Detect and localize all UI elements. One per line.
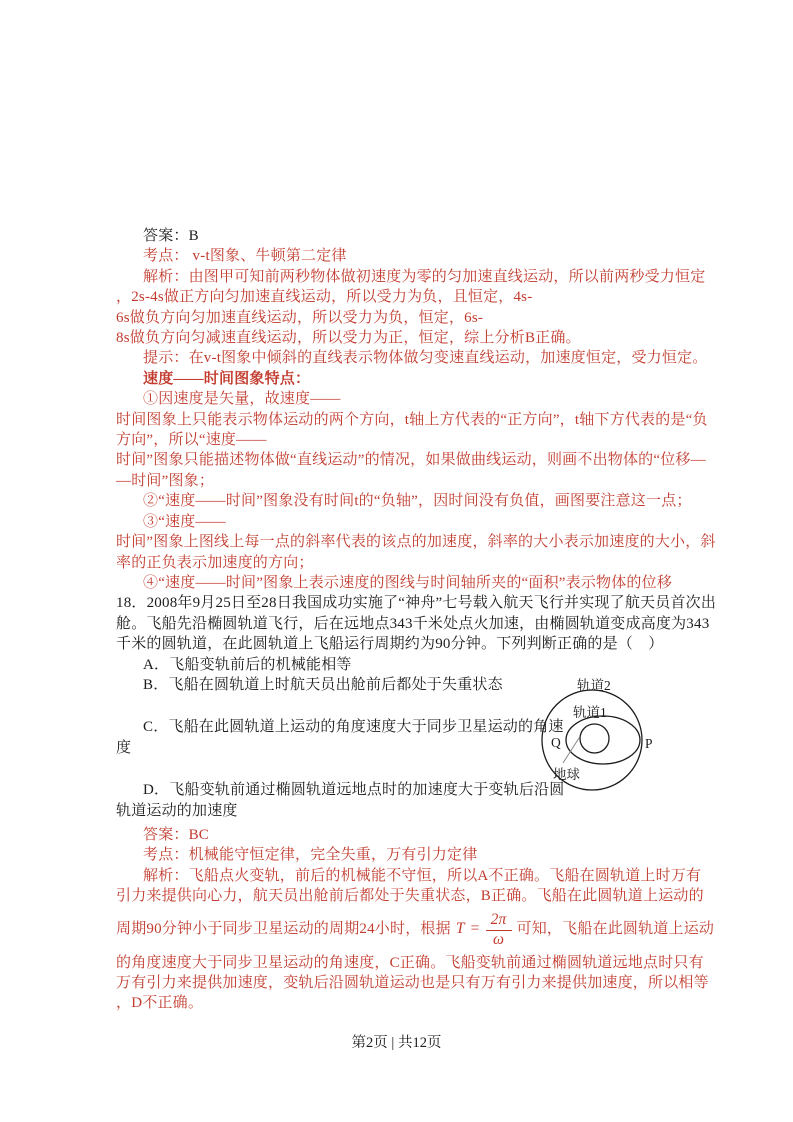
q17-feature-line: ④“速度——时间”图象上表示速度的图线与时间轴所夹的“面积”表示物体的位移 <box>143 574 673 591</box>
point-q-label: Q <box>551 735 561 750</box>
period-formula <box>456 911 512 948</box>
q17-feature-line: —时间”图象； <box>116 472 215 489</box>
q17-feature-line: 率的正负表示加速度的方向； <box>116 554 314 571</box>
q18-option-c-cont: 度 <box>116 739 132 756</box>
orbit-diagram <box>531 664 701 804</box>
orbit2-label: 轨道2 <box>577 678 611 693</box>
q18-option-d-cont: 轨道运动的加速度 <box>116 802 238 819</box>
earth-circle <box>580 724 609 753</box>
q18-stem-line: 18．2008年9月25日至28日我国成功实施了“神舟”七号载入航天飞行并实现了航天员首次出 <box>116 595 717 612</box>
q17-feature-line: ①因速度是矢量，故速度—— <box>143 391 341 408</box>
q17-feature-line: 时间”图象上图线上每一点的斜率代表的该点的加速度，斜率的大小表示加速度的大小，斜 <box>116 534 716 551</box>
formula-fraction <box>486 911 512 948</box>
earth-leader-line <box>563 738 579 763</box>
q17-analysis-line: 8s做负方向匀减速直线运动，所以受力为正，恒定，综上分析B正确。 <box>116 330 581 347</box>
q17-keypoints-line: 考点： v-t图象、牛顿第二定律 <box>143 248 347 265</box>
q17-feature-line: 方向”，所以“速度—— <box>116 432 267 449</box>
q18-analysis-line: ，D不正确。 <box>116 995 204 1012</box>
q17-answer-line: 答案：B <box>143 228 199 244</box>
q18-answer-line: 答案：BC <box>143 826 210 843</box>
q18-analysis-formula-line <box>116 907 715 953</box>
formula-denominator: ω <box>492 930 505 948</box>
q18-option-c: C．飞船在此圆轨道上运动的角度速度大于同步卫星运动的角速 <box>143 719 564 736</box>
q18-analysis-line: 引力来提供向心力，航天员出舱前后都处于失重状态，B正确。飞船在此圆轨道上运动的 <box>116 888 704 905</box>
formula-numerator: 2π <box>486 911 512 930</box>
q17-feature-line: 时间”图象只能描述物体做“直线运动”的情况，如果做曲线运动，则画不出物体的“位移— <box>116 452 706 469</box>
page-footer: 第2页 | 共12页 <box>351 1035 442 1051</box>
earth-label: 地球 <box>553 767 580 782</box>
orbit1-label: 轨道1 <box>573 705 607 720</box>
q17-feature-title: 速度——时间图象特点： <box>143 370 311 387</box>
q18-option-d: D．飞船变轨前通过椭圆轨道远地点时的加速度大于变轨后沿圆 <box>143 782 565 799</box>
q17-feature-line: 时间图象上只能表示物体运动的两个方向，t轴上方代表的“正方向”，t轴下方代表的是“负 <box>116 411 708 428</box>
document-content <box>116 226 717 1014</box>
q18-option-a: A．飞船变轨前后的机械能相等 <box>143 656 352 673</box>
q17-feature-line: ②“速度——时间”图象没有时间t的“负轴”，因时间没有负值，画图要注意这一点； <box>143 493 692 510</box>
formula-equals: = <box>470 920 480 938</box>
formula-text-after: 可知，飞船在此圆轨道上运动 <box>516 921 715 938</box>
q18-keypoints-line: 考点：机械能守恒定律，完全失重，万有引力定律 <box>143 847 478 864</box>
q17-analysis-line: 6s做负方向匀加速直线运动，所以受力为负，恒定，6s- <box>116 309 484 326</box>
formula-lhs: T <box>455 920 465 938</box>
q17-analysis-line: 解析：由图甲可知前两秒物体做初速度为零的匀加速直线运动，所以前两秒受力恒定 <box>143 268 706 285</box>
q17-feature-line: ③“速度—— <box>143 513 226 530</box>
q18-analysis-line: 解析：飞船点火变轨，前后的机械能不守恒，所以A不正确。飞船在圆轨道上时万有 <box>143 867 702 884</box>
q18-stem-line: 千米的圆轨道，在此圆轨道上飞船运行周期约为90分钟。下列判断正确的是（ ） <box>116 636 664 653</box>
q18-stem-line: 舱。飞船先沿椭圆轨道飞行，后在远地点343千米处点火加速，由椭圆轨道变成高度为343 <box>116 615 710 632</box>
orbit1-ellipse <box>566 716 640 764</box>
formula-text-before: 周期90分钟小于同步卫星运动的周期24小时，根据 <box>116 921 451 938</box>
point-p-label: P <box>645 736 653 751</box>
q18-analysis-line: 的角度速度大于同步卫星运动的角速度，C正确。飞船变轨前通过椭圆轨道远地点时只有 <box>116 954 704 971</box>
q17-analysis-line: ，2s-4s做正方向匀加速直线运动，所以受力为负，且恒定，4s- <box>116 289 533 306</box>
q18-analysis-line: 万有引力来提供加速度，变轨后沿圆轨道运动也是只有万有引力来提供加速度，所以相等 <box>116 975 709 991</box>
q18-option-b: B．飞船在圆轨道上时航天员出舱前后都处于失重状态 <box>143 676 503 693</box>
q17-hint-line: 提示：在v-t图象中倾斜的直线表示物体做匀变速直线运动，加速度恒定，受力恒定。 <box>143 350 708 367</box>
